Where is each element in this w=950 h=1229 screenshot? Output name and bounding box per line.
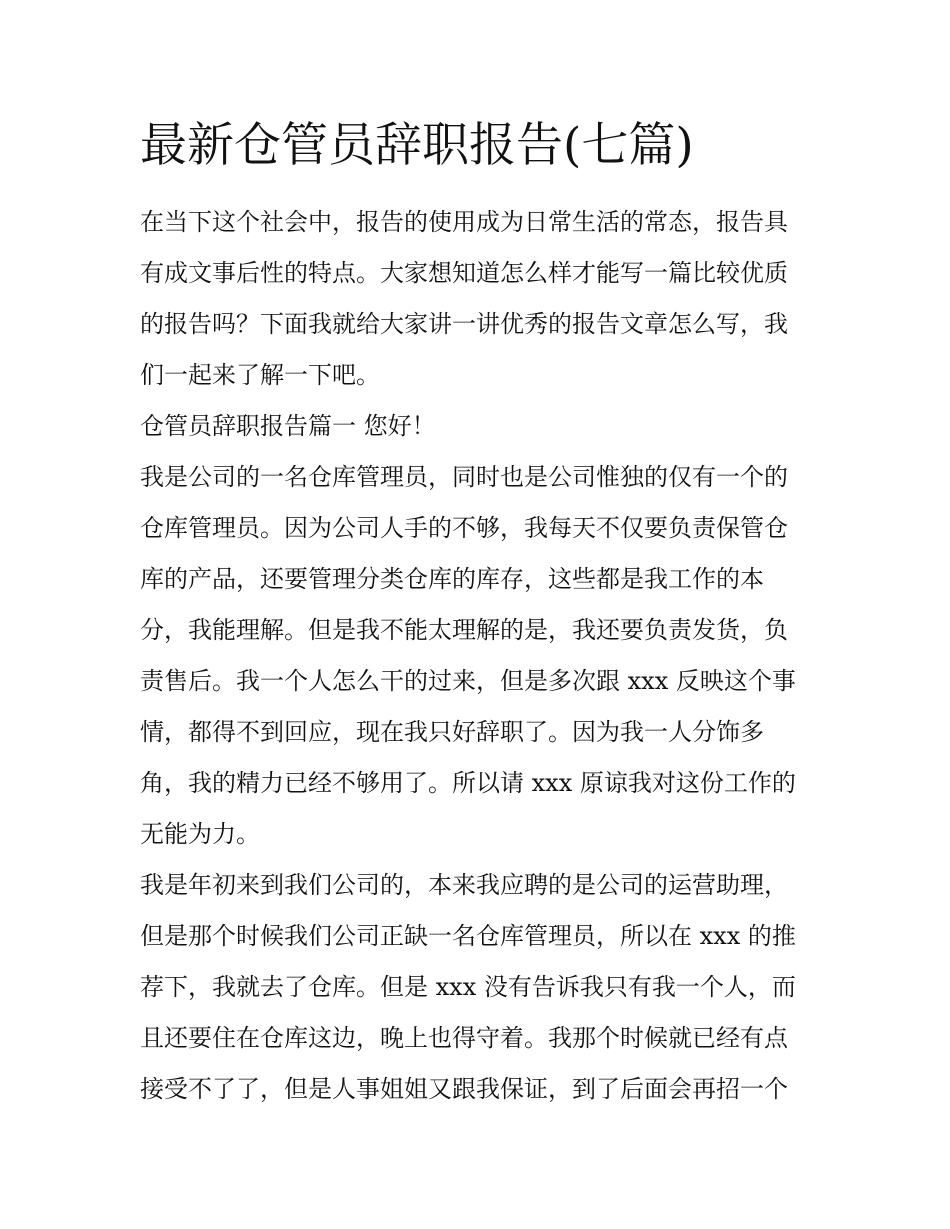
body-line: 荐下，我就去了仓库。但是 xxx 没有告诉我只有我一个人，而 [140,973,796,1001]
body-line: 的报告吗？下面我就给大家讲一讲优秀的报告文章怎么写，我 [140,310,788,338]
body-line: 接受不了了，但是人事姐姐又跟我保证，到了后面会再招一个 [140,1075,788,1103]
body-line: 我是年初来到我们公司的，本来我应聘的是公司的运营助理， [140,871,788,899]
body-line: 但是那个时候我们公司正缺一名仓库管理员，所以在 xxx 的推 [140,922,796,950]
body-line: 分，我能理解。但是我不能太理解的是，我还要负责发货，负 [140,616,788,644]
body-line: 库的产品，还要管理分类仓库的库存，这些都是我工作的本 [140,565,764,593]
body-line: 无能为力。 [140,820,260,848]
body-line: 责售后。我一个人怎么干的过来，但是多次跟 xxx 反映这个事 [140,667,796,695]
body-line: 仓库管理员。因为公司人手的不够，我每天不仅要负责保管仓 [140,514,788,542]
body-line: 在当下这个社会中，报告的使用成为日常生活的常态，报告具 [140,208,788,236]
body-line: 情，都得不到回应，现在我只好辞职了。因为我一人分饰多 [140,718,764,746]
section-heading-line: 仓管员辞职报告篇一 您好！ [140,412,436,440]
body-line: 且还要住在仓库这边，晚上也得守着。我那个时候就已经有点 [140,1024,788,1052]
body-line: 们一起来了解一下吧。 [140,361,380,389]
document-title: 最新仓管员辞职报告(七篇) [140,118,694,173]
body-line: 有成文事后性的特点。大家想知道怎么样才能写一篇比较优质 [140,259,788,287]
body-line: 角，我的精力已经不够用了。所以请 xxx 原谅我对这份工作的 [140,769,796,797]
body-line: 我是公司的一名仓库管理员，同时也是公司惟独的仅有一个的 [140,463,788,491]
document-body [140,197,820,1115]
